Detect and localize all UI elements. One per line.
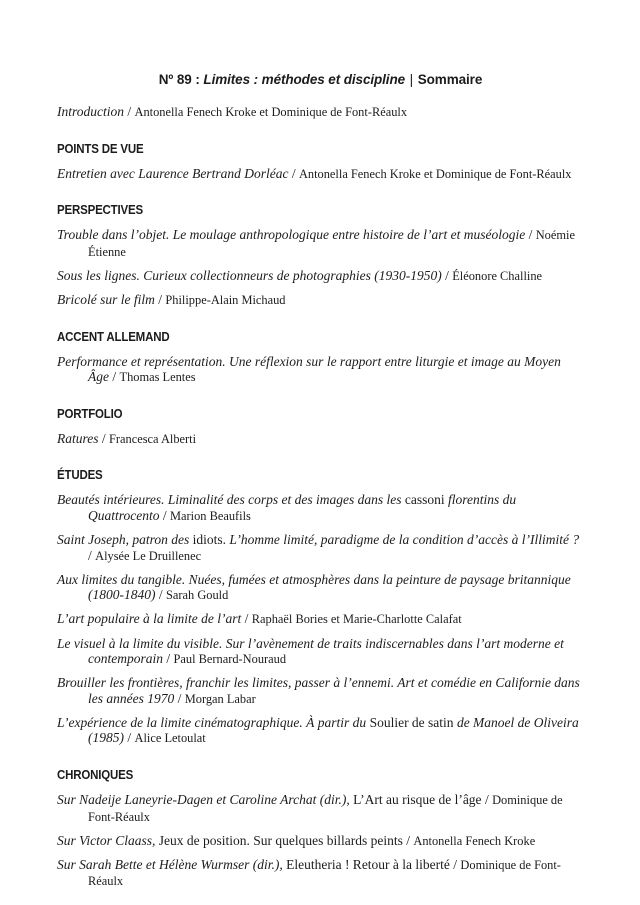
entry-title-segment: / bbox=[155, 587, 167, 603]
title-divider: | bbox=[406, 72, 417, 87]
issue-number: Nº 89 : bbox=[158, 72, 204, 87]
entry-title-segment: Sur Sarah Bette et Hélène Wurmser (dir.), bbox=[57, 856, 283, 872]
toc-entry bbox=[57, 792, 584, 825]
entry-title-segment: Le visuel à la limite du visible. Sur l’avènement de traits indiscernables dans l’art moderne et contemporain bbox=[57, 635, 564, 667]
entry-author: Raphaël Bories et Marie-Charlotte Calafat bbox=[251, 612, 462, 627]
entry-author: Thomas Lentes bbox=[119, 370, 196, 385]
toc-section bbox=[57, 142, 584, 183]
section-header: PERSPECTIVES bbox=[57, 203, 143, 218]
entry-author: Antonella Fenech Kroke et Dominique de Font-Réaulx bbox=[134, 105, 408, 119]
entry-title-segment: Sur Nadeije Laneyrie-Dagen et Caroline Archat (dir.), bbox=[57, 792, 350, 808]
toc-entry bbox=[57, 532, 584, 564]
toc bbox=[57, 104, 584, 890]
section-header: PORTFOLIO bbox=[57, 406, 123, 421]
entry-title-segment: / bbox=[525, 227, 536, 243]
toc-entry bbox=[57, 675, 584, 707]
page-title bbox=[57, 72, 584, 87]
entry-author: Francesca Alberti bbox=[109, 431, 197, 446]
toc-section bbox=[57, 330, 584, 386]
entry-author: Philippe-Alain Michaud bbox=[165, 292, 286, 307]
entry-title-segment: / bbox=[109, 369, 120, 385]
entry-title-segment: Brouiller les frontières, franchir les limites, passer à l’ennemi. Art et comédie en Californie dans les années 1970 bbox=[57, 675, 580, 706]
toc-entry bbox=[57, 227, 584, 260]
entry-title-segment: / bbox=[124, 730, 135, 746]
entry-title-segment: / bbox=[124, 104, 135, 119]
toc-entry bbox=[57, 492, 584, 524]
section-header: ACCENT ALLEMAND bbox=[57, 329, 170, 344]
entry-title-segment: / bbox=[441, 267, 453, 283]
toc-entry bbox=[57, 611, 584, 628]
entry-author: Dominique de Font-Réaulx bbox=[88, 793, 563, 824]
toc-entry bbox=[57, 431, 584, 448]
toc-section bbox=[57, 203, 584, 308]
entry-author: Sarah Gould bbox=[166, 588, 229, 603]
entry-title-segment: Jeux de position. Sur quelques billards peints bbox=[155, 832, 403, 848]
entry-title-segment: L’homme limité, paradigme de la condition d’accès à l’Illimité ? bbox=[226, 532, 580, 548]
entry-title-segment: florentins du Quattrocento bbox=[88, 492, 517, 523]
entry-title-segment: cassoni bbox=[404, 492, 445, 508]
toc-entry bbox=[57, 833, 584, 850]
entry-title-segment: idiots. bbox=[192, 532, 227, 548]
entry-title-segment: Bricolé sur le film bbox=[57, 291, 155, 307]
entry-author: Marion Beaufils bbox=[170, 508, 251, 523]
issue-title: Limites : méthodes et discipline bbox=[203, 72, 406, 87]
entry-title-segment: / bbox=[481, 792, 493, 808]
entry-author: Éléonore Challine bbox=[452, 268, 543, 283]
entry-title-segment: / bbox=[159, 507, 171, 523]
entry-title-segment: L’Art au risque de l’âge bbox=[349, 792, 482, 808]
toc-entry bbox=[57, 166, 584, 183]
toc-section bbox=[57, 407, 584, 448]
toc-entry bbox=[57, 715, 584, 747]
entry-author: Noémie Étienne bbox=[88, 228, 575, 259]
entry-title-segment: / bbox=[98, 430, 110, 446]
toc-entry bbox=[57, 572, 584, 604]
toc-section bbox=[57, 468, 584, 747]
title-suffix: Sommaire bbox=[417, 72, 483, 87]
entry-author: Dominique de Font-Réaulx bbox=[88, 857, 561, 889]
entry-title-segment: / bbox=[449, 856, 461, 872]
entry-author: Antonella Fenech Kroke bbox=[413, 833, 536, 848]
toc-section bbox=[57, 104, 584, 121]
entry-title-segment: Introduction bbox=[57, 104, 124, 119]
entry-title-segment: / bbox=[163, 651, 174, 667]
entry-author: Morgan Labar bbox=[184, 691, 256, 706]
entry-title-segment: Entretien avec Laurence Bertrand Dorléac bbox=[57, 165, 289, 181]
toc-entry bbox=[57, 104, 584, 121]
entry-title-segment: / bbox=[402, 832, 414, 848]
entry-title-segment: / bbox=[154, 291, 166, 307]
entry-title-segment: Aux limites du tangible. Nuées, fumées et atmosphères dans la peinture de paysage britannique (1800-1840) bbox=[57, 571, 571, 603]
entry-title-segment: Beautés intérieures. Liminalité des corps et des images dans les bbox=[57, 492, 405, 508]
entry-title-segment: / bbox=[174, 690, 185, 706]
entry-title-segment: Eleutheria ! Retour à la liberté bbox=[282, 856, 450, 872]
entry-title-segment: Performance et représentation. Une réflexion sur le rapport entre liturgie et image au Moyen Âge bbox=[57, 353, 561, 385]
toc-entry bbox=[57, 354, 584, 386]
entry-title-segment: Sur Victor Claass, bbox=[57, 832, 156, 848]
toc-entry bbox=[57, 636, 584, 668]
entry-title-segment: Trouble dans l’objet. Le moulage anthropologique entre histoire de l’art et muséologie bbox=[57, 227, 526, 243]
entry-title-segment: Saint Joseph, patron des bbox=[57, 532, 193, 548]
entry-author: Alice Letoulat bbox=[134, 731, 206, 746]
entry-author: Paul Bernard-Nouraud bbox=[173, 652, 287, 667]
entry-title-segment: Ratures bbox=[57, 430, 99, 446]
entry-author: Antonella Fenech Kroke et Dominique de Font-Réaulx bbox=[298, 166, 572, 181]
entry-title-segment: / bbox=[241, 611, 252, 627]
toc-entry bbox=[57, 268, 584, 285]
entry-author: Alysée Le Druillenec bbox=[95, 548, 202, 563]
entry-title-segment: / bbox=[88, 547, 96, 563]
section-header: CHRONIQUES bbox=[57, 768, 134, 783]
toc-section bbox=[57, 768, 584, 890]
entry-title-segment: / bbox=[288, 165, 299, 181]
entry-title-segment: L’art populaire à la limite de l’art bbox=[57, 611, 242, 627]
entry-title-segment: L’expérience de la limite cinématographique. À partir du bbox=[57, 714, 370, 730]
section-header: ÉTUDES bbox=[57, 468, 103, 483]
toc-entry bbox=[57, 857, 584, 890]
entry-title-segment: Soulier de satin bbox=[369, 714, 454, 730]
section-header: POINTS DE VUE bbox=[57, 141, 144, 156]
entry-title-segment: Sous les lignes. Curieux collectionneurs de photographies (1930-1950) bbox=[57, 267, 442, 283]
entry-title-segment: de Manoel de Oliveira (1985) bbox=[88, 714, 579, 746]
toc-entry bbox=[57, 292, 584, 309]
